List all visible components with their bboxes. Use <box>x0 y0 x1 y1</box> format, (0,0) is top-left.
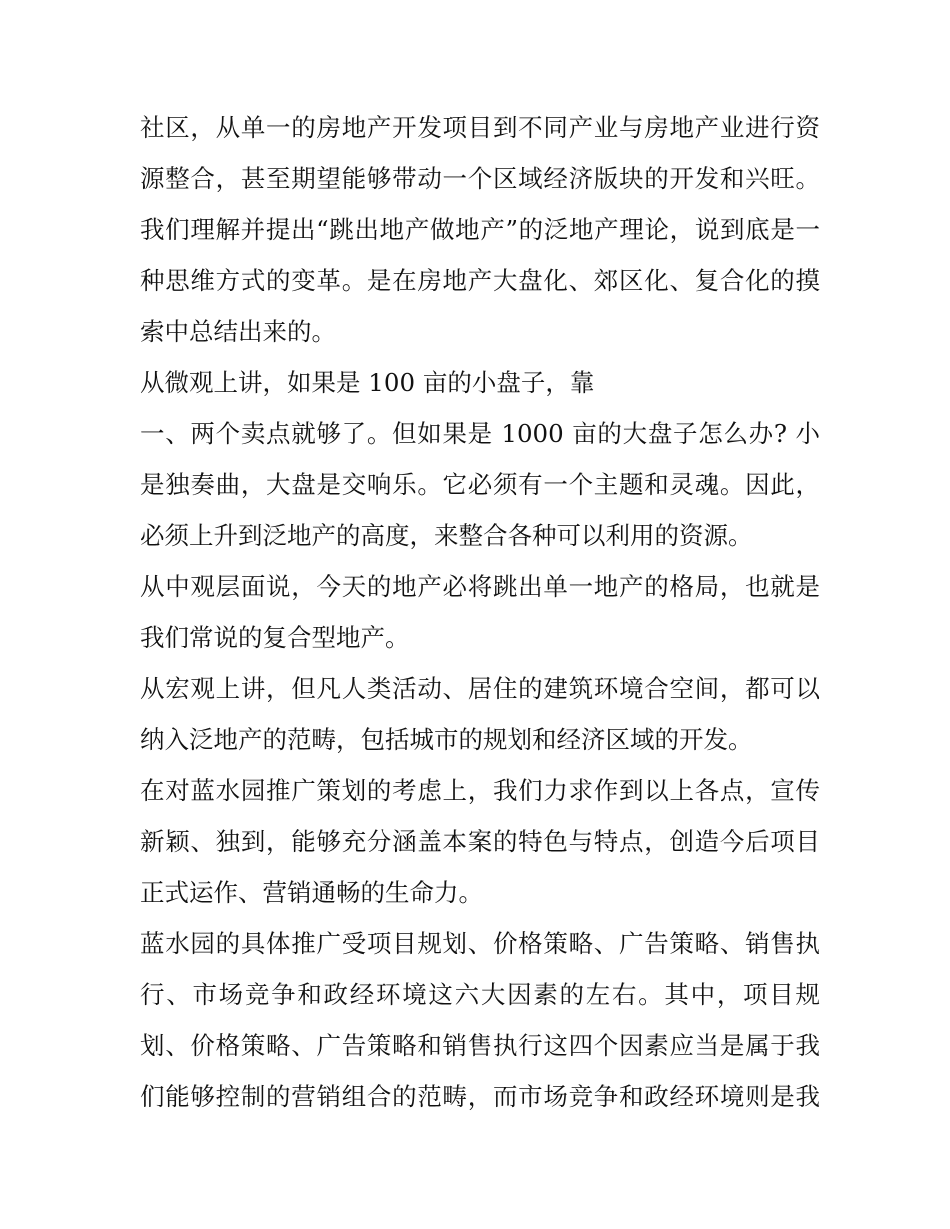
text-line: 纳入泛地产的范畴，包括城市的规划和经济区域的开发。 <box>140 725 753 754</box>
text-line: 必须上升到泛地产的高度，来整合各种可以利用的资源。 <box>140 521 753 550</box>
text-line: 我们常说的复合型地产。 <box>140 623 410 652</box>
text-line: 我们理解并提出“跳出地产做地产”的泛地产理论，说到底是一 <box>140 215 820 244</box>
text-line: 划、价格策略、广告策略和销售执行这四个因素应当是属于我 <box>140 1031 820 1060</box>
body-text <box>140 102 820 1122</box>
text-line: 正式运作、营销通畅的生命力。 <box>140 878 483 907</box>
text-line: 在对蓝水园推广策划的考虑上，我们力求作到以上各点，宣传 <box>140 776 820 805</box>
text-line: 们能够控制的营销组合的范畴，而市场竞争和政经环境则是我 <box>140 1082 820 1111</box>
text-line: 社区，从单一的房地产开发项目到不同产业与房地产业进行资 <box>140 113 820 142</box>
text-line: 新颖、独到，能够充分涵盖本案的特色与特点，创造今后项目 <box>140 827 820 856</box>
text-line: 是独奏曲，大盘是交响乐。它必须有一个主题和灵魂。因此， <box>140 470 820 499</box>
text-line: 蓝水园的具体推广受项目规划、价格策略、广告策略、销售执 <box>140 929 820 958</box>
text-line: 索中总结出来的。 <box>140 317 336 346</box>
text-line: 种思维方式的变革。是在房地产大盘化、郊区化、复合化的摸 <box>140 266 820 295</box>
text-line: 从宏观上讲，但凡人类活动、居住的建筑环境合空间，都可以 <box>140 674 820 703</box>
text-line: 一、两个卖点就够了。但如果是 1000 亩的大盘子怎么办? 小 <box>140 419 820 448</box>
text-line: 行、市场竞争和政经环境这六大因素的左右。其中，项目规 <box>140 980 820 1009</box>
text-line: 从微观上讲，如果是 100 亩的小盘子，靠 <box>140 368 595 397</box>
text-line: 从中观层面说，今天的地产必将跳出单一地产的格局，也就是 <box>140 572 820 601</box>
text-line: 源整合，甚至期望能够带动一个区域经济版块的开发和兴旺。 <box>140 164 820 193</box>
